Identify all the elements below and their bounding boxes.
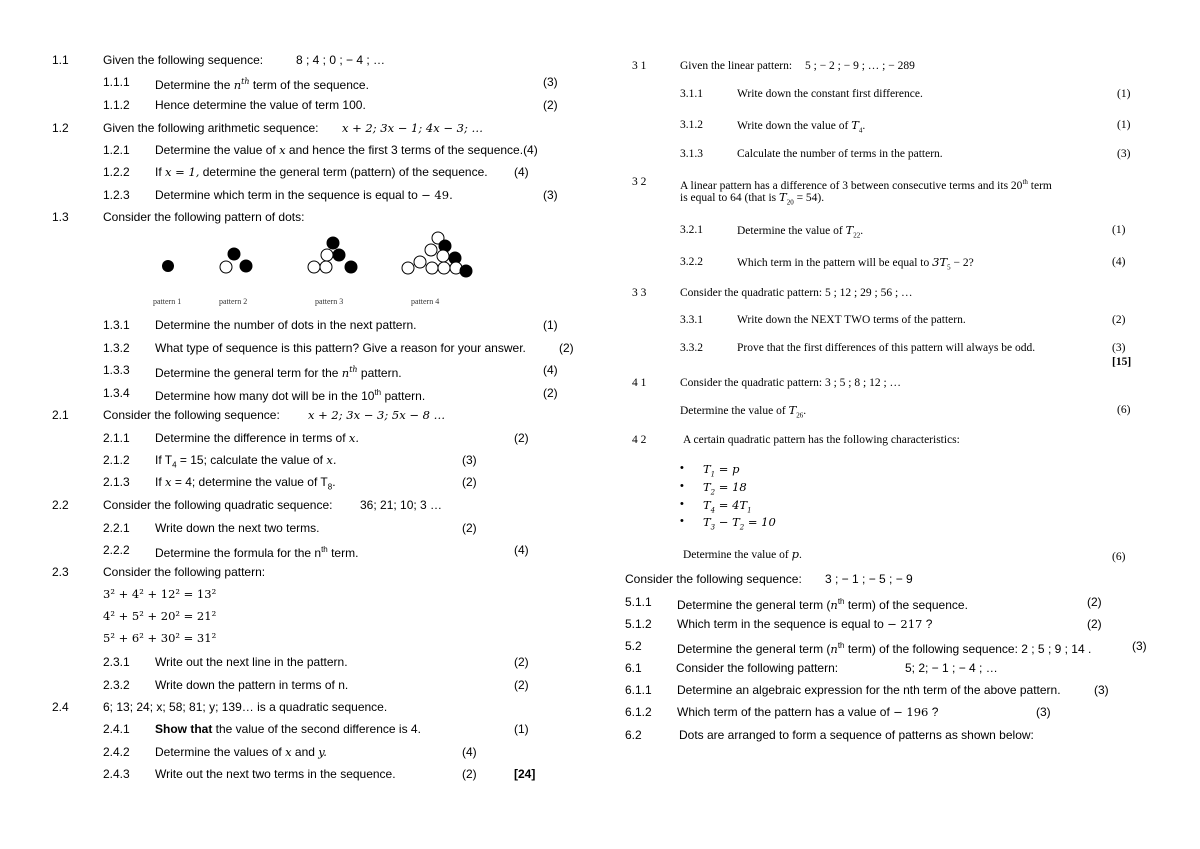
q-text: Determine the $n^{th}$ term of the sequence.: [155, 77, 369, 92]
marks: (3): [1117, 148, 1131, 160]
q-text: Determine the general term ($n^{th}$ term) of the sequence.: [677, 597, 968, 612]
marks: (3): [1036, 705, 1051, 719]
q-num: 2.2.1: [103, 521, 130, 535]
marks: (2): [543, 98, 558, 112]
q-text: Dots are arranged to form a sequence of patterns as shown below:: [679, 728, 1034, 742]
q-text: Which term in the pattern will be equal to $3T_5 - 2$?: [737, 255, 974, 272]
bullet: •: [680, 480, 684, 492]
q-text: Hence determine the value of term 100.: [155, 98, 366, 112]
q-text: If x = 4; determine the value of $T_8$.: [155, 475, 336, 492]
marks: (3): [1094, 683, 1109, 697]
marks: (2): [462, 767, 477, 781]
marks: (4): [462, 745, 477, 759]
q-text: Write down the constant first difference.: [737, 88, 923, 100]
q-text: Determine an algebraic expression for the nth term of the above pattern.: [677, 683, 1061, 697]
q-num: 2.3.1: [103, 655, 130, 669]
q-text: Determine the difference in terms of x.: [155, 431, 360, 445]
pattern-1: [162, 260, 174, 272]
q-text: Consider the following quadratic sequence:: [103, 498, 333, 512]
section-total: [24]: [514, 767, 536, 781]
q-text: Given the following arithmetic sequence:: [103, 121, 319, 135]
condition-item: $T_3 - T_2 = 10$: [703, 515, 776, 532]
q-text: Which term in the sequence is equal to − 217 ?: [677, 617, 933, 631]
marks: (6): [1112, 551, 1126, 563]
pattern-label: pattern 2: [219, 297, 248, 306]
q-num: 3.3.2: [680, 342, 703, 354]
marks: (4): [543, 363, 558, 377]
q-num: 5.1.2: [625, 617, 652, 631]
q-num: 1.2.3: [103, 188, 130, 202]
q-num: 3.1.2: [680, 119, 703, 131]
q-text: Consider the following sequence:: [625, 572, 802, 586]
q-text: Which term of the pattern has a value of − 196 ?: [677, 705, 939, 719]
condition-item: $T_4 = 4T_1$: [703, 498, 752, 515]
sequence: 36; 21; 10; 3 …: [360, 498, 443, 512]
bullet: •: [680, 462, 684, 474]
q-text: Consider the quadratic pattern: 5 ; 12 ; 29 ; 56 ; …: [680, 287, 913, 299]
q-num: 1.3.4: [103, 386, 130, 400]
q-num: 3 2: [632, 176, 647, 188]
marks: (2): [514, 678, 529, 692]
q-num: 2.3.2: [103, 678, 130, 692]
q-num: 2.1.1: [103, 431, 130, 445]
q-num: 4 1: [632, 377, 647, 389]
q-num: 1.1: [52, 53, 69, 67]
q-text: Determine the value of $T_{26}$.: [680, 403, 807, 420]
q-text: Determine the value of p.: [683, 547, 802, 561]
section-total: [15]: [1112, 356, 1132, 368]
q-num: 1.3.2: [103, 341, 130, 355]
q-text: Write down the next two terms.: [155, 521, 320, 535]
condition-item: $T_2 = 18$: [703, 480, 747, 497]
sequence: x + 2; 3x − 1; 4x − 3; …: [342, 121, 483, 135]
q-num: 1.3.3: [103, 363, 130, 377]
q-num: 4 2: [632, 434, 647, 446]
q-text: Consider the following pattern:: [676, 661, 839, 675]
q-text: Determine the number of dots in the next pattern.: [155, 318, 417, 332]
q-num: 1.2: [52, 121, 69, 135]
q-text: 6; 13; 24; x; 58; 81; y; 139… is a quadratic sequence.: [103, 700, 388, 714]
pattern-4: [402, 232, 472, 277]
q-num: 3.1.3: [680, 148, 703, 160]
q-num: 1.2.1: [103, 143, 130, 157]
q-text: Calculate the number of terms in the pattern.: [737, 148, 943, 160]
q-text: Determine how many dot will be in the 10th pattern.: [155, 388, 426, 403]
q-text: Write down the pattern in terms of n.: [155, 678, 349, 692]
pattern-2: [220, 248, 252, 273]
marks: (2): [1087, 617, 1102, 631]
q-text: Determine the value of $T_{22}$.: [737, 223, 864, 240]
q-num: 2.1.3: [103, 475, 130, 489]
q-text: Write out the next two terms in the sequence.: [155, 767, 396, 781]
q-num: 1.1.1: [103, 75, 130, 89]
sequence: 3 ; − 1 ; − 5 ; − 9: [825, 572, 913, 586]
pattern-label: pattern 1: [153, 297, 182, 306]
q-num: 5.2: [625, 639, 642, 653]
marks: (1): [514, 722, 529, 736]
q-text: Determine the general term for the $n^{th}$ pattern.: [155, 365, 402, 380]
q-num: 2.4.2: [103, 745, 130, 759]
q-num: 5.1.1: [625, 595, 652, 609]
q-num: 2.4: [52, 700, 69, 714]
marks: (1): [1112, 224, 1126, 236]
q-num: 2.1.2: [103, 453, 130, 467]
marks: (3): [1112, 342, 1126, 354]
pattern-label: pattern 4: [411, 297, 440, 306]
bullet: •: [680, 515, 684, 527]
marks: (4): [514, 543, 529, 557]
q-text: If x = 1, determine the general term (pattern) of the sequence.: [155, 165, 488, 179]
q-text: A linear pattern has a difference of 3 between consecutive terms and its 20th term: [680, 178, 1052, 192]
q-num: 3 3: [632, 287, 647, 299]
q-text: Write out the next line in the pattern.: [155, 655, 348, 669]
marks: (3): [543, 188, 558, 202]
q-num: 3.2.1: [680, 224, 703, 236]
q-num: 2.2.2: [103, 543, 130, 557]
marks: (3): [462, 453, 477, 467]
q-num: 2.2: [52, 498, 69, 512]
marks: (1): [1117, 88, 1131, 100]
q-num: 1.3: [52, 210, 69, 224]
q-num: 1.3.1: [103, 318, 130, 332]
q-text: Consider the following pattern of dots:: [103, 210, 305, 224]
marks: (1): [543, 318, 558, 332]
q-text: Determine the formula for the $n^{th}$ term.: [155, 545, 359, 560]
q-text: Write down the NEXT TWO terms of the pattern.: [737, 314, 966, 326]
sequence: 8 ; 4 ; 0 ; − 4 ; …: [296, 53, 386, 67]
q-num: 3.3.1: [680, 314, 703, 326]
q-text: If $T_4 = 15$; calculate the value of x.: [155, 453, 337, 470]
q-text: Prove that the first differences of this pattern will always be odd.: [737, 342, 1036, 354]
marks: (2): [462, 521, 477, 535]
equation-line: 5² + 6² + 30² = 31²: [103, 631, 217, 645]
q-num: 3.1.1: [680, 88, 703, 100]
equation-line: 3² + 4² + 12² = 13²: [103, 587, 217, 601]
q-text: Determine the values of x and y.: [155, 745, 327, 759]
q-text: Determine which term in the sequence is equal to − 49.: [155, 188, 453, 202]
sequence: x + 2; 3x − 3; 5x − 8 …: [308, 408, 446, 422]
q-text-cont: is equal to 64 (that is $T_{20} = 54$).: [680, 190, 825, 207]
q-text: Given the following sequence:: [103, 53, 264, 67]
q-num: 6.1.1: [625, 683, 652, 697]
marks: (2): [1112, 314, 1126, 326]
q-num: 6.1.2: [625, 705, 652, 719]
marks: (2): [514, 431, 529, 445]
sequence: 5; 2; − 1 ; − 4 ; …: [905, 661, 998, 675]
marks: (4): [1112, 256, 1126, 268]
q-text: Consider the following sequence:: [103, 408, 280, 422]
q-num: 6.2: [625, 728, 642, 742]
q-text: Write down the value of $T_4$.: [737, 118, 866, 135]
pattern-label: pattern 3: [315, 297, 344, 306]
q-text: Show that the value of the second difference is 4.: [155, 722, 421, 736]
marks: (4): [514, 165, 529, 179]
q-num: 2.4.1: [103, 722, 130, 736]
marks: (3): [1132, 639, 1147, 653]
q-num: 6.1: [625, 661, 642, 675]
q-num: 2.4.3: [103, 767, 130, 781]
marks: (3): [543, 75, 558, 89]
condition-item: $T_1 = p$: [703, 462, 740, 479]
marks: (2): [462, 475, 477, 489]
marks: (6): [1117, 404, 1131, 416]
q-text: What type of sequence is this pattern? Give a reason for your answer.: [155, 341, 526, 355]
marks: (2): [543, 386, 558, 400]
q-num: 1.1.2: [103, 98, 130, 112]
pattern-3: [308, 237, 357, 273]
marks: (1): [1117, 119, 1131, 131]
marks: (2): [514, 655, 529, 669]
marks: (2): [559, 341, 574, 355]
marks: (2): [1087, 595, 1102, 609]
q-text: Determine the general term ($n^{th}$ term) of the following sequence: 2 ; 5 ; 9 ; 14 .: [677, 641, 1092, 656]
q-num: 2.1: [52, 408, 69, 422]
q-text: Consider the quadratic pattern: 3 ; 5 ; 8 ; 12 ; …: [680, 377, 902, 389]
q-text: Given the linear pattern:: [680, 60, 793, 72]
q-num: 2.3: [52, 565, 69, 579]
q-num: 3 1: [632, 60, 647, 72]
equation-line: 4² + 5² + 20² = 21²: [103, 609, 217, 623]
q-text: A certain quadratic pattern has the following characteristics:: [683, 434, 960, 446]
q-text: Determine the value of x and hence the first 3 terms of the sequence.(4): [155, 143, 538, 157]
q-num: 1.2.2: [103, 165, 130, 179]
q-text: Consider the following pattern:: [103, 565, 266, 579]
sequence: 5 ; − 2 ; − 9 ; … ; − 289: [805, 60, 915, 72]
q-num: 3.2.2: [680, 256, 703, 268]
dot-patterns-figure: [150, 230, 490, 285]
bullet: •: [680, 498, 684, 510]
